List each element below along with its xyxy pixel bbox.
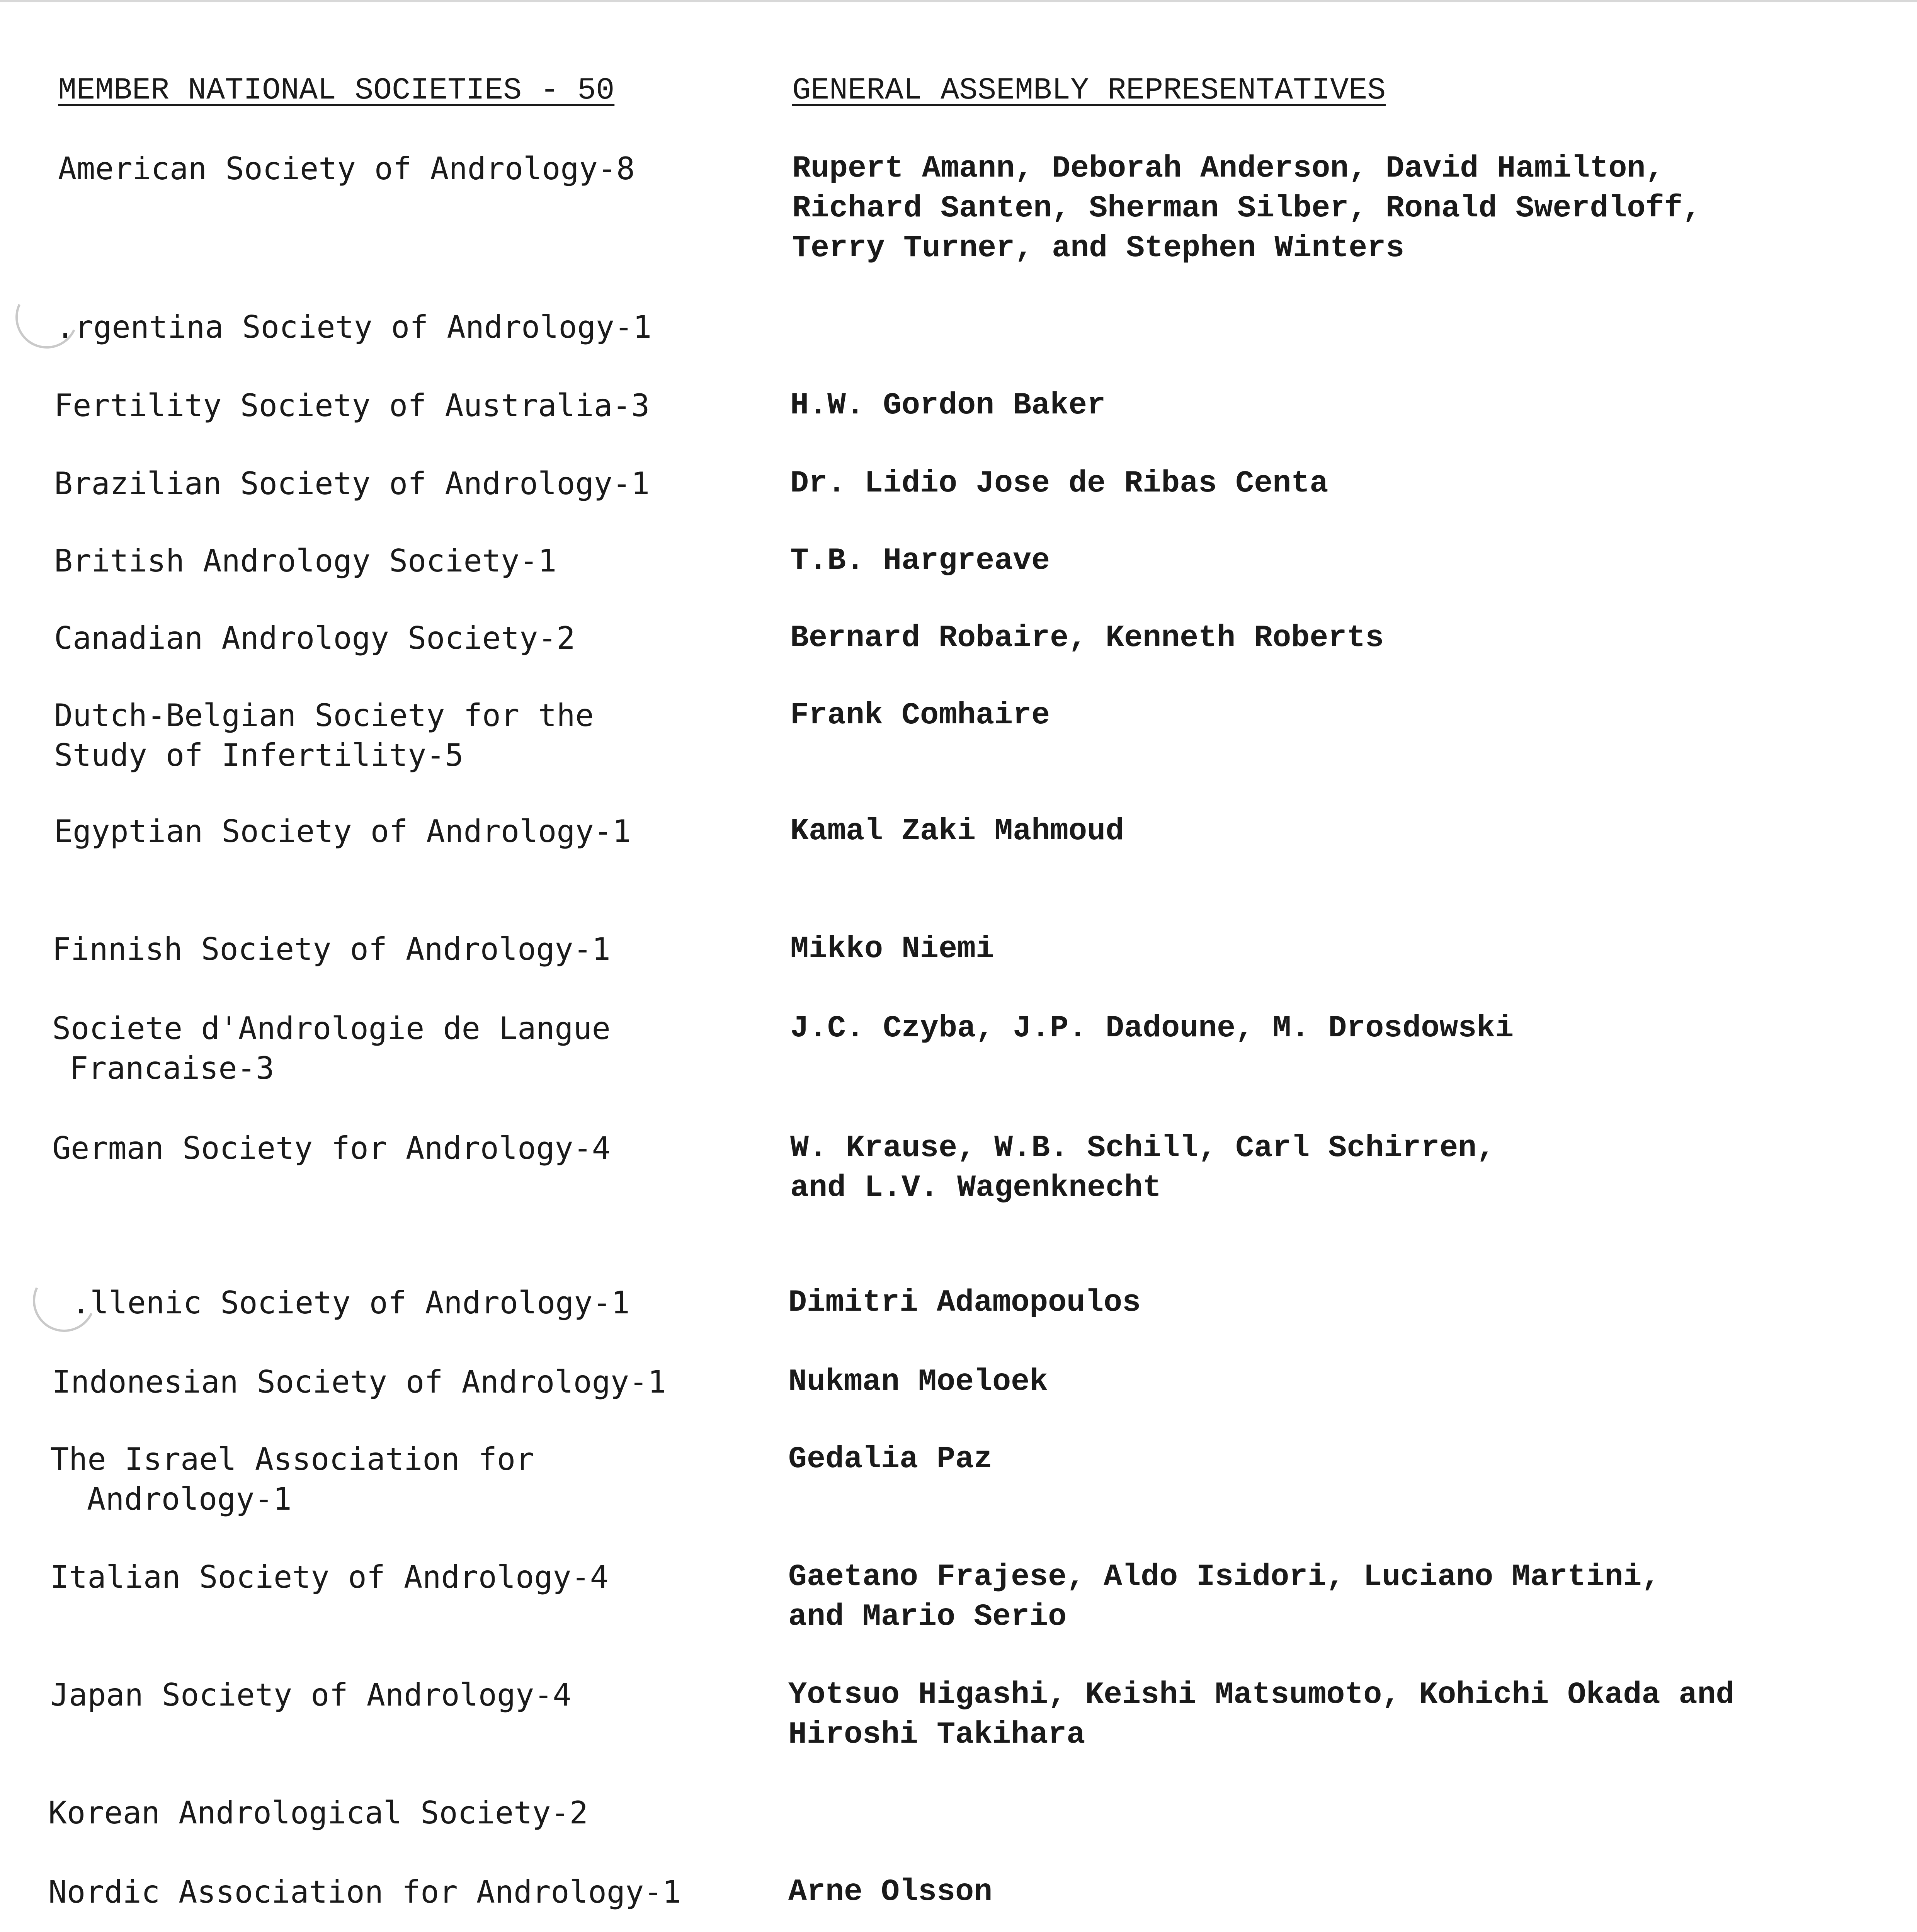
society-entry bbox=[52, 1128, 611, 1168]
representatives-entry bbox=[790, 929, 994, 969]
society-entry bbox=[54, 386, 650, 425]
representatives-entry bbox=[788, 1872, 992, 1912]
society-name: Study of Infertility-5 bbox=[54, 737, 464, 773]
representatives-entry bbox=[790, 811, 1124, 851]
society-name: Societe d'Andrologie de Langue bbox=[52, 1010, 611, 1046]
society-entry bbox=[54, 541, 556, 581]
society-name: German Society for Andrology-4 bbox=[52, 1130, 611, 1166]
society-entry bbox=[54, 618, 575, 658]
representatives-heading: GENERAL ASSEMBLY REPRESENTATIVES bbox=[792, 73, 1386, 108]
society-name: The Israel Association for bbox=[50, 1441, 534, 1477]
representatives-entry bbox=[790, 386, 1106, 425]
representatives-entry bbox=[790, 464, 1328, 503]
representatives-entry bbox=[788, 1439, 992, 1479]
society-entry bbox=[56, 307, 651, 347]
representatives-entry bbox=[788, 1283, 1141, 1323]
representatives-entry bbox=[790, 696, 1050, 735]
representatives-line: Frank Comhaire bbox=[790, 698, 1050, 733]
societies-heading: MEMBER NATIONAL SOCIETIES - 50 bbox=[58, 73, 615, 108]
society-name: Italian Society of Andrology-4 bbox=[50, 1559, 609, 1595]
society-entry bbox=[50, 1675, 572, 1715]
society-entry bbox=[54, 464, 650, 503]
society-name: Nordic Association for Andrology-1 bbox=[48, 1874, 681, 1910]
society-name: Francaise-3 bbox=[70, 1050, 274, 1086]
society-entry bbox=[52, 1009, 611, 1088]
representatives-line: Dr. Lidio Jose de Ribas Centa bbox=[790, 466, 1328, 501]
representatives-entry bbox=[792, 149, 1701, 268]
representatives-line: Richard Santen, Sherman Silber, Ronald Swerdloff, bbox=[792, 191, 1701, 226]
society-name: Egyptian Society of Andrology-1 bbox=[54, 813, 631, 849]
representatives-line: Rupert Amann, Deborah Anderson, David Hamilton, bbox=[792, 151, 1664, 186]
representatives-line: H.W. Gordon Baker bbox=[790, 388, 1106, 423]
representatives-entry bbox=[790, 541, 1050, 581]
society-entry bbox=[52, 929, 611, 969]
society-entry bbox=[58, 149, 635, 189]
representatives-line: W. Krause, W.B. Schill, Carl Schirren, bbox=[790, 1131, 1495, 1166]
representatives-entry bbox=[790, 618, 1384, 658]
representatives-line: Mikko Niemi bbox=[790, 932, 995, 967]
representatives-line: and Mario Serio bbox=[788, 1599, 1067, 1634]
society-entry bbox=[52, 1362, 666, 1402]
society-name: Canadian Andrology Society-2 bbox=[54, 620, 575, 656]
representatives-line: Kamal Zaki Mahmoud bbox=[790, 814, 1124, 849]
society-name: .llenic Society of Andrology-1 bbox=[71, 1285, 630, 1321]
society-entry bbox=[48, 1793, 588, 1833]
representatives-line: and L.V. Wagenknecht bbox=[790, 1170, 1162, 1206]
society-entry bbox=[48, 1872, 681, 1912]
representatives-line: Hiroshi Takihara bbox=[788, 1717, 1085, 1752]
representatives-entry bbox=[790, 1128, 1495, 1208]
society-entry bbox=[50, 1439, 534, 1519]
society-name: Korean Andrological Society-2 bbox=[48, 1795, 588, 1831]
representatives-line: T.B. Hargreave bbox=[790, 543, 1050, 578]
society-entry bbox=[71, 1283, 630, 1323]
society-name: Brazilian Society of Andrology-1 bbox=[54, 466, 650, 502]
representatives-line: Bernard Robaire, Kenneth Roberts bbox=[790, 621, 1384, 656]
society-name: Japan Society of Andrology-4 bbox=[50, 1677, 572, 1713]
society-name: Andrology-1 bbox=[87, 1481, 292, 1517]
representatives-line: Gaetano Frajese, Aldo Isidori, Luciano Martini, bbox=[788, 1560, 1660, 1595]
representatives-entry bbox=[788, 1557, 1660, 1637]
scan-top-edge bbox=[0, 0, 1917, 2]
society-entry bbox=[50, 1557, 609, 1597]
society-name: Finnish Society of Andrology-1 bbox=[52, 931, 611, 967]
representatives-line: Arne Olsson bbox=[788, 1874, 993, 1910]
society-name: Dutch-Belgian Society for the bbox=[54, 697, 594, 733]
society-name: British Andrology Society-1 bbox=[54, 543, 557, 579]
representatives-line: Dimitri Adamopoulos bbox=[788, 1285, 1141, 1320]
representatives-entry bbox=[788, 1362, 1048, 1402]
representatives-entry bbox=[788, 1675, 1734, 1755]
society-entry bbox=[54, 811, 631, 851]
representatives-line: J.C. Czyba, J.P. Dadoune, M. Drosdowski bbox=[790, 1011, 1514, 1046]
representatives-line: Nukman Moeloek bbox=[788, 1364, 1048, 1400]
society-name: .rgentina Society of Andrology-1 bbox=[56, 309, 652, 345]
representatives-line: Gedalia Paz bbox=[788, 1442, 993, 1477]
society-name: Fertility Society of Australia-3 bbox=[54, 388, 650, 423]
representatives-line: Terry Turner, and Stephen Winters bbox=[792, 231, 1405, 266]
society-name: Indonesian Society of Andrology-1 bbox=[52, 1364, 667, 1400]
society-name: American Society of Andrology-8 bbox=[58, 151, 635, 187]
representatives-line: Yotsuo Higashi, Keishi Matsumoto, Kohichi Okada and bbox=[788, 1677, 1735, 1713]
representatives-entry bbox=[790, 1009, 1514, 1048]
society-entry bbox=[54, 696, 594, 775]
